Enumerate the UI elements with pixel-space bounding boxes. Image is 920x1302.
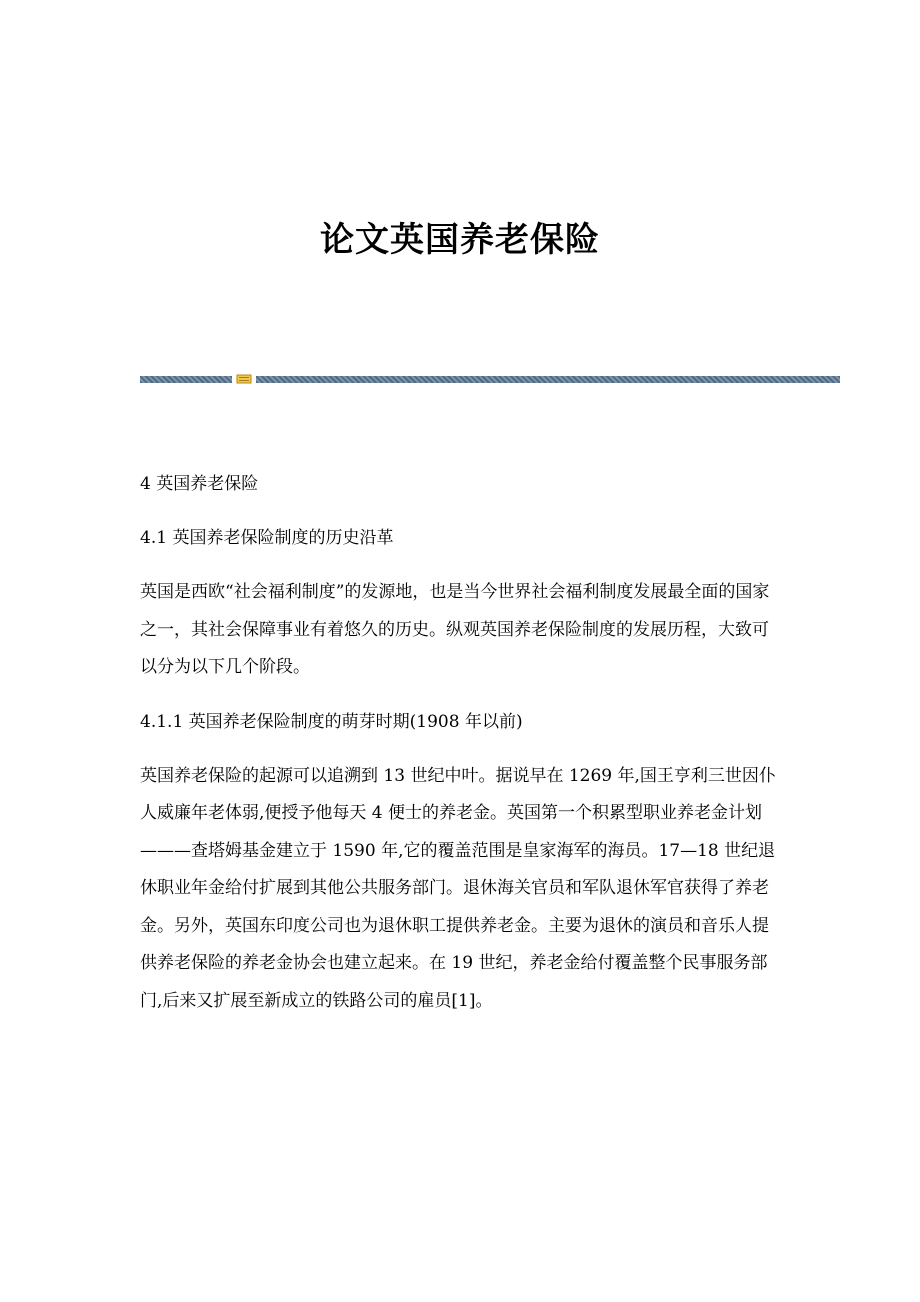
body-paragraph: 英国养老保险的起源可以追溯到 13 世纪中叶。据说早在 1269 年,国王亨利三世因仆人威廉年老体弱,便授予他每天 4 便士的养老金。英国第一个积累型职业养老金计划———查塔姆基金建立于 1590 年,它的覆盖范围是皇家海军的海员。17—18 世纪退休职业年金给付扩展到其他公共服务部门。退休海关官员和军队退休军官获得了养老金。另外，英国东印度公司也为退休职工提供养老金。主要为退休的演员和音乐人提供养老保险的养老金协会也建立起来。在 19 世纪，养老金给付覆盖整个民事服务部门,后来又扩展至新成立的铁路公司的雇员[1]。: [140, 765, 776, 1011]
section-heading: 4 英国养老保险: [140, 474, 259, 494]
intro-paragraph: 英国是西欧“社会福利制度”的发源地，也是当今世界社会福利制度发展最全面的国家之一，其社会保障事业有着悠久的历史。纵观英国养老保险制度的发展历程，大致可以分为以下几个阶段。: [140, 582, 770, 677]
divider-ornament-icon: [236, 374, 252, 384]
document-title: 论文英国养老保险: [320, 220, 600, 260]
title-divider: [140, 374, 840, 384]
divider-bar-right: [256, 376, 840, 383]
section-subheading: 4.1 英国养老保险制度的历史沿革: [140, 528, 394, 548]
document-body: [140, 466, 780, 1037]
section-sub-subheading: 4.1.1 英国养老保险制度的萌芽时期(1908 年以前): [140, 711, 523, 732]
divider-bar-left: [140, 376, 232, 383]
